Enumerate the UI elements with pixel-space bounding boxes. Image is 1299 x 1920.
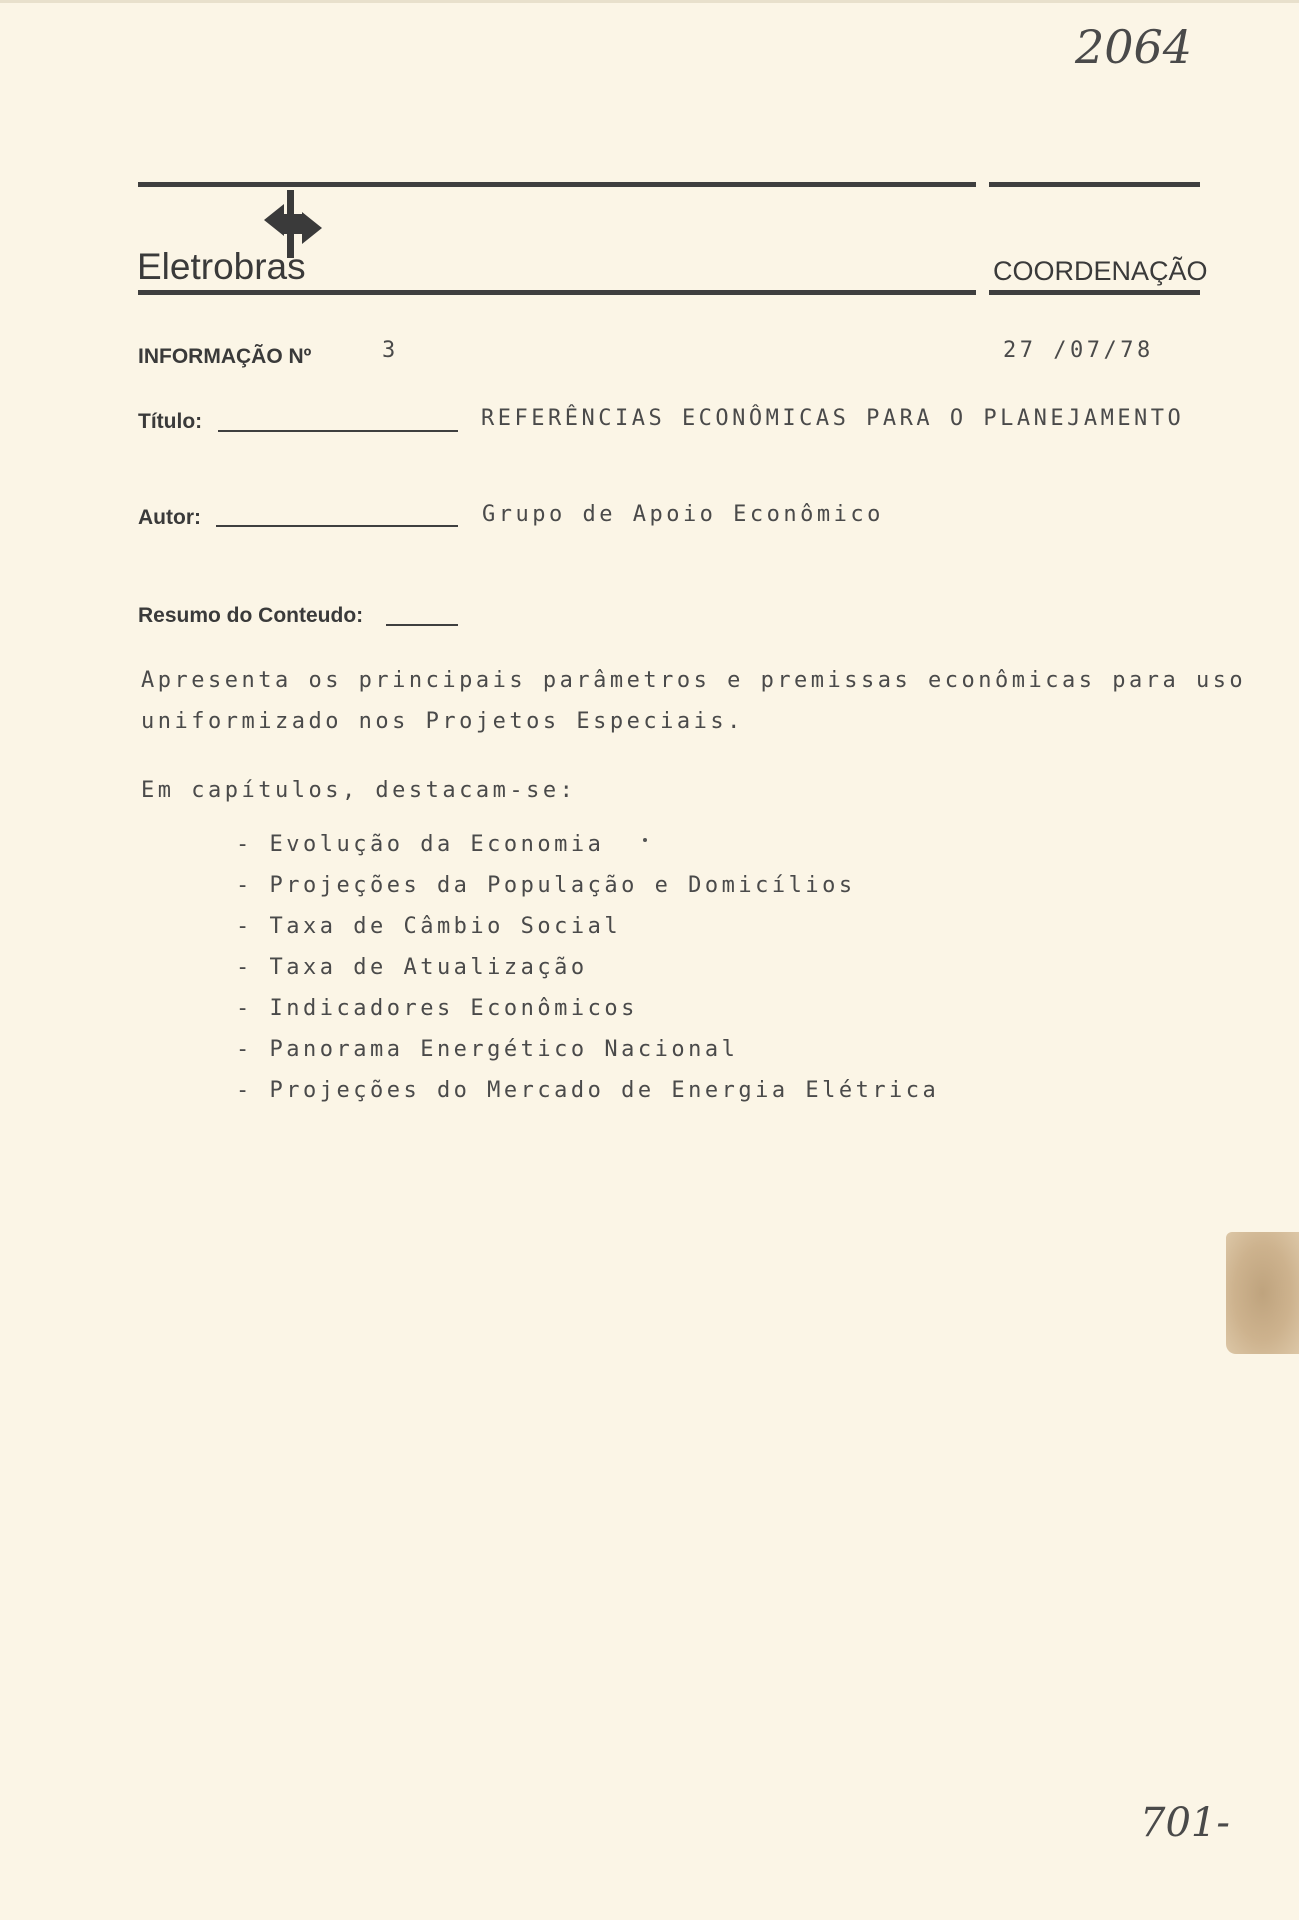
company-name: Eletrobras [137, 246, 306, 287]
list-item: - Projeções do Mercado de Energia Elétrica [236, 1078, 940, 1103]
list-item: - Taxa de Atualização [236, 955, 588, 980]
author-label: Autor: [138, 506, 201, 529]
chapters-intro: Em capítulos, destacam-se: [141, 778, 577, 803]
header-top-rule-left [138, 182, 976, 187]
info-label: INFORMAÇÃO Nº [138, 345, 312, 368]
list-item: - Evolução da Economia [236, 832, 605, 857]
handwritten-number: 2064 [1075, 20, 1193, 74]
title-label: Título: [138, 410, 203, 433]
department-name: COORDENAÇÃO [993, 256, 1208, 286]
handwritten-page-mark: 701- [1140, 1800, 1230, 1846]
paper-stain [1226, 1232, 1299, 1354]
summary-line-1: Apresenta os principais parâmetros e premissas econômicas para uso [141, 668, 1247, 693]
author-value: Grupo de Apoio Econômico [482, 502, 884, 527]
summary-line-2: uniformizado nos Projetos Especiais. [141, 709, 744, 734]
ink-dot [643, 838, 647, 842]
summary-label: Resumo do Conteudo: [138, 604, 364, 627]
header-bottom-rule-right [989, 290, 1200, 295]
title-underline [218, 430, 458, 432]
header-top-rule-right [989, 182, 1200, 187]
header-bottom-rule-left [138, 290, 976, 295]
list-item: - Taxa de Câmbio Social [236, 914, 622, 939]
list-item: - Projeções da População e Domicílios [236, 873, 856, 898]
list-item: - Panorama Energético Nacional [236, 1037, 739, 1062]
info-date: 27 /07/78 [1003, 338, 1154, 363]
title-value: REFERÊNCIAS ECONÔMICAS PARA O PLANEJAMENTO [481, 406, 1185, 431]
paper-edge [0, 0, 1299, 3]
author-underline [216, 525, 458, 527]
info-number: 3 [382, 338, 399, 363]
list-item: - Indicadores Econômicos [236, 996, 638, 1021]
summary-underline [386, 624, 458, 626]
